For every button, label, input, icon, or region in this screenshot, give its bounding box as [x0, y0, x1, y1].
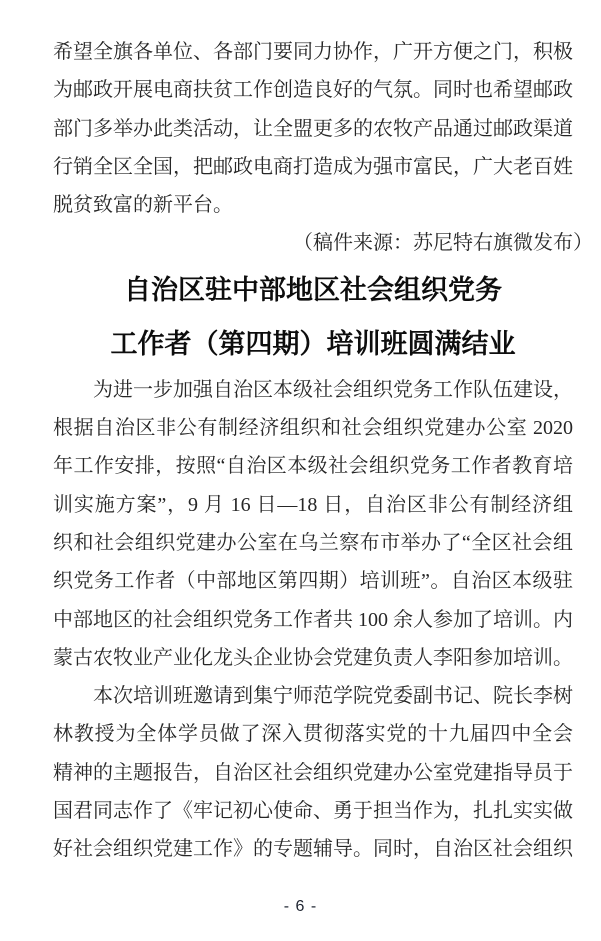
text-line: 织和社会组织党建办公室在乌兰察布市举办了“全区社会组 [53, 531, 573, 554]
text-line: 根据自治区非公有制经济组织和社会组织党建办公室 2020 [53, 417, 573, 440]
text-line: 为进一步加强自治区本级社会组织党务工作队伍建设， [93, 378, 573, 401]
page-number: - 6 - [283, 898, 318, 915]
text-line: 精神的主题报告，自治区社会组织党建办公室党建指导员于 [53, 761, 573, 784]
article-title-line2: 工作者（第四期）培训班圆满结业 [110, 328, 516, 359]
text-line: 织党务工作者（中部地区第四期）培训班”。自治区本级驻 [53, 570, 573, 593]
text-line: 蒙古农牧业产业化龙头企业协会党建负责人李阳参加培训。 [53, 646, 573, 669]
text-line: 行销全区全国，把邮政电商打造成为强市富民，广大老百姓 [53, 155, 573, 178]
text-line: 希望全旗各单位、各部门要同力协作，广开方便之门，积极 [53, 41, 573, 63]
article-title-line1: 自治区驻中部地区社会组织党务 [124, 274, 502, 305]
text-line: 国君同志作了《牢记初心使命、勇于担当作为，扎扎实实做 [53, 800, 573, 823]
paragraph-training-overview [53, 371, 573, 677]
text-content [53, 33, 593, 869]
source-attribution: （稿件来源：苏尼特右旗微发布） [293, 232, 593, 255]
text-line: 本次培训班邀请到集宁师范学院党委副书记、院长李树 [93, 685, 573, 708]
paragraph-postal-ecommerce [53, 33, 573, 224]
text-line: 中部地区的社会组织党务工作者共 100 余人参加了培训。内 [53, 608, 573, 631]
text-line: 年工作安排，按照“自治区本级社会组织党务工作者教育培 [53, 455, 573, 478]
text-line: 为邮政开展电商扶贫工作创造良好的气氛。同时也希望邮政 [53, 79, 573, 102]
text-line: 脱贫致富的新平台。 [53, 194, 233, 217]
text-line: 训实施方案”，9 月 16 日—18 日，自治区非公有制经济组 [53, 493, 573, 516]
paragraph-training-lectures [53, 677, 573, 868]
text-line: 林教授为全体学员做了深入贯彻落实党的十九届四中全会 [53, 723, 573, 746]
text-line: 好社会组织党建工作》的专题辅导。同时，自治区社会组织 [53, 838, 573, 861]
text-line: 部门多举办此类活动，让全盟更多的农牧产品通过邮政渠道 [53, 117, 573, 140]
